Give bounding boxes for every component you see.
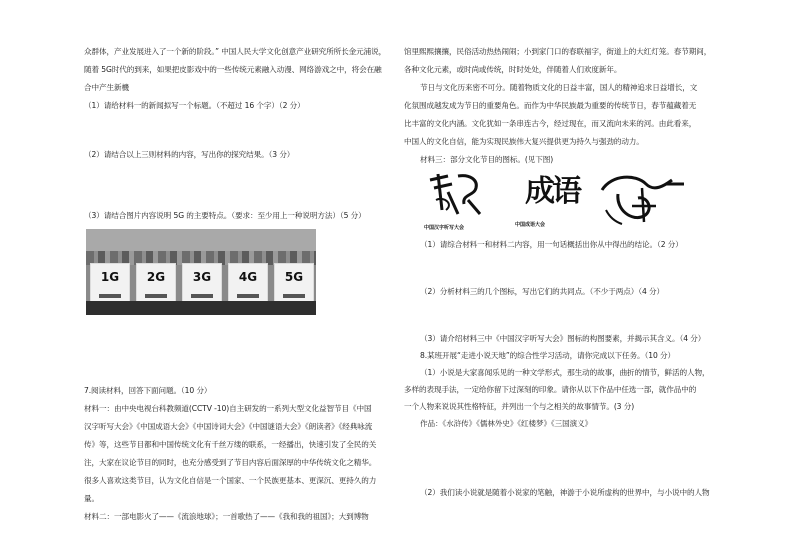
signal-bar <box>191 294 213 298</box>
logo-caption: 中国汉字听写大会 <box>424 225 465 231</box>
text-line: 多样的表现手法，一定给你留下过深刻的印象。请你从以下作品中任选一部，就作品中的 <box>404 385 697 394</box>
text-line: 节日与文化历来密不可分。随着物质文化的日益丰富，国人的精神追求日益增长，文 <box>420 83 698 92</box>
question-material-3: （3）请介绍材料三中《中国汉字听写大会》图标的构图要素，并揭示其含义。（4 分） <box>420 334 706 343</box>
question-material-1: （1）请综合材料一和材料二内容，用一句话概括出你从中得出的结论。（2 分） <box>420 240 683 249</box>
logo-glyph: 成语 <box>525 174 579 209</box>
signal-bar <box>237 294 259 298</box>
text-line: 传》等，这些节目都和中国传统文化有千丝万缕的联系，一经播出，快速引发了全民的关 <box>84 440 377 449</box>
text-line: （1）小说是大家喜闻乐见的一种文学形式，那生动的故事，曲折的情节，鲜活的人物， <box>420 368 710 377</box>
text-line: 汉字听写大会》《中国成语大会》《中国诗词大会》《中国谜语大会》《朗读者》《经典咏流 <box>84 422 373 431</box>
text-line: 比丰富的文化内涵。文化犹如一条串连古今，经过现在，而又流向未来的河。由此看来， <box>404 119 697 128</box>
generation-card-3g <box>182 263 222 305</box>
idiom-conference-logo <box>515 170 585 232</box>
signal-bar <box>283 294 305 298</box>
network-generations-figure <box>86 229 316 315</box>
hanzi-dictation-logo <box>418 170 500 232</box>
text-line: 材料一：由中央电视台科教频道(CCTV -10)自主研发的一系列大型文化益智节目《中国 <box>84 404 372 413</box>
question-1: （1）请给材料一的新闻拟写一个标题。（不超过 16 个字）（2 分） <box>84 101 305 110</box>
text-line: 中国人的文化自信，能为实现民族伟大复兴提供更为持久与强劲的动力。 <box>404 137 644 146</box>
question-8-2: （2）我们读小说就是随着小说家的笔触，神游于小说所虚构的世界中，与小说中的人物 <box>420 488 710 497</box>
text-line: 随着 5G时代的到来，如果把皮影戏中的一些传统元素融入动漫、网络游戏之中，将会在融 <box>84 65 382 74</box>
text-line: 量。 <box>84 494 99 503</box>
question-7-heading: 7.阅读材料，回答下面问题。（10 分） <box>84 386 212 395</box>
text-line: 很多人喜欢这类节目，认为文化自信是一个国家、一个民族更基本、更深沉、更持久的力 <box>84 476 377 485</box>
poetry-conference-logo <box>598 170 688 232</box>
works-list: 作品：《水浒传》《儒林外史》《红楼梦》《三国演义》 <box>420 419 593 428</box>
generation-card-2g <box>136 263 176 305</box>
signal-bar <box>99 294 121 298</box>
text-line: 众群体，产业发展进入了一个新的阶段。” 中国人民大学文化创意产业研究所所长金元浦说， <box>84 47 387 56</box>
question-material-2: （2）分析材料三的几个图标，写出它们的共同点。（不少于两点）（4 分） <box>420 287 664 296</box>
question-8-heading: 8.某班开展“走进小说天地”的综合性学习活动，请你完成以下任务。（10 分） <box>420 351 675 360</box>
poetry-calligraphy-icon <box>598 170 688 232</box>
material-3-heading: 材料三：部分文化节目的图标。(见下图) <box>420 155 554 164</box>
generation-card-4g <box>228 263 268 305</box>
signal-bar <box>145 294 167 298</box>
question-2: （2）请结合以上三则材料的内容，写出你的探究结果。（3 分） <box>84 150 295 159</box>
text-line: 馆里熙熙攘攘，民俗活动热热闹闹；小到家门口的春联福字，街道上的大红灯笼。春节期间， <box>404 47 712 56</box>
text-line: 各种文化元素，或时尚或传统，时时处处，伴随着人们欢度新年。 <box>404 65 622 74</box>
generation-card-5g <box>274 263 314 305</box>
generation-label: 5G <box>284 270 304 284</box>
generation-label: 3G <box>192 270 212 284</box>
text-line: 注，大家在议论节目的同时，也充分感受到了节目内容后面深厚的中华传统文化之精华。 <box>84 458 377 467</box>
question-3: （3）请结合图片内容说明 5G 的主要特点。（要求：至少用上一种说明方法）（5 分） <box>84 211 366 220</box>
text-line: 化氛围成越发成为节日的重要角色。而作为中华民族最为重要的传统节日，春节蕴藏着无 <box>404 101 697 110</box>
logo-caption: 中国成语大会 <box>515 222 546 228</box>
generation-card-1g <box>90 263 130 305</box>
generation-label: 2G <box>146 270 166 284</box>
text-line: 合中产生新機 <box>84 83 129 92</box>
text-line: 一个人物来说说其性格特征，并列出一个与之相关的故事情节。(3 分) <box>404 402 635 411</box>
generation-label: 1G <box>100 270 120 284</box>
generation-label: 4G <box>238 270 258 284</box>
text-line: 材料二：一部电影火了——《流浪地球》；一首歌热了——《我和我的祖国》；大到博物 <box>84 512 369 521</box>
figure-road <box>86 301 316 315</box>
hanzi-calligraphy-icon <box>418 170 500 224</box>
